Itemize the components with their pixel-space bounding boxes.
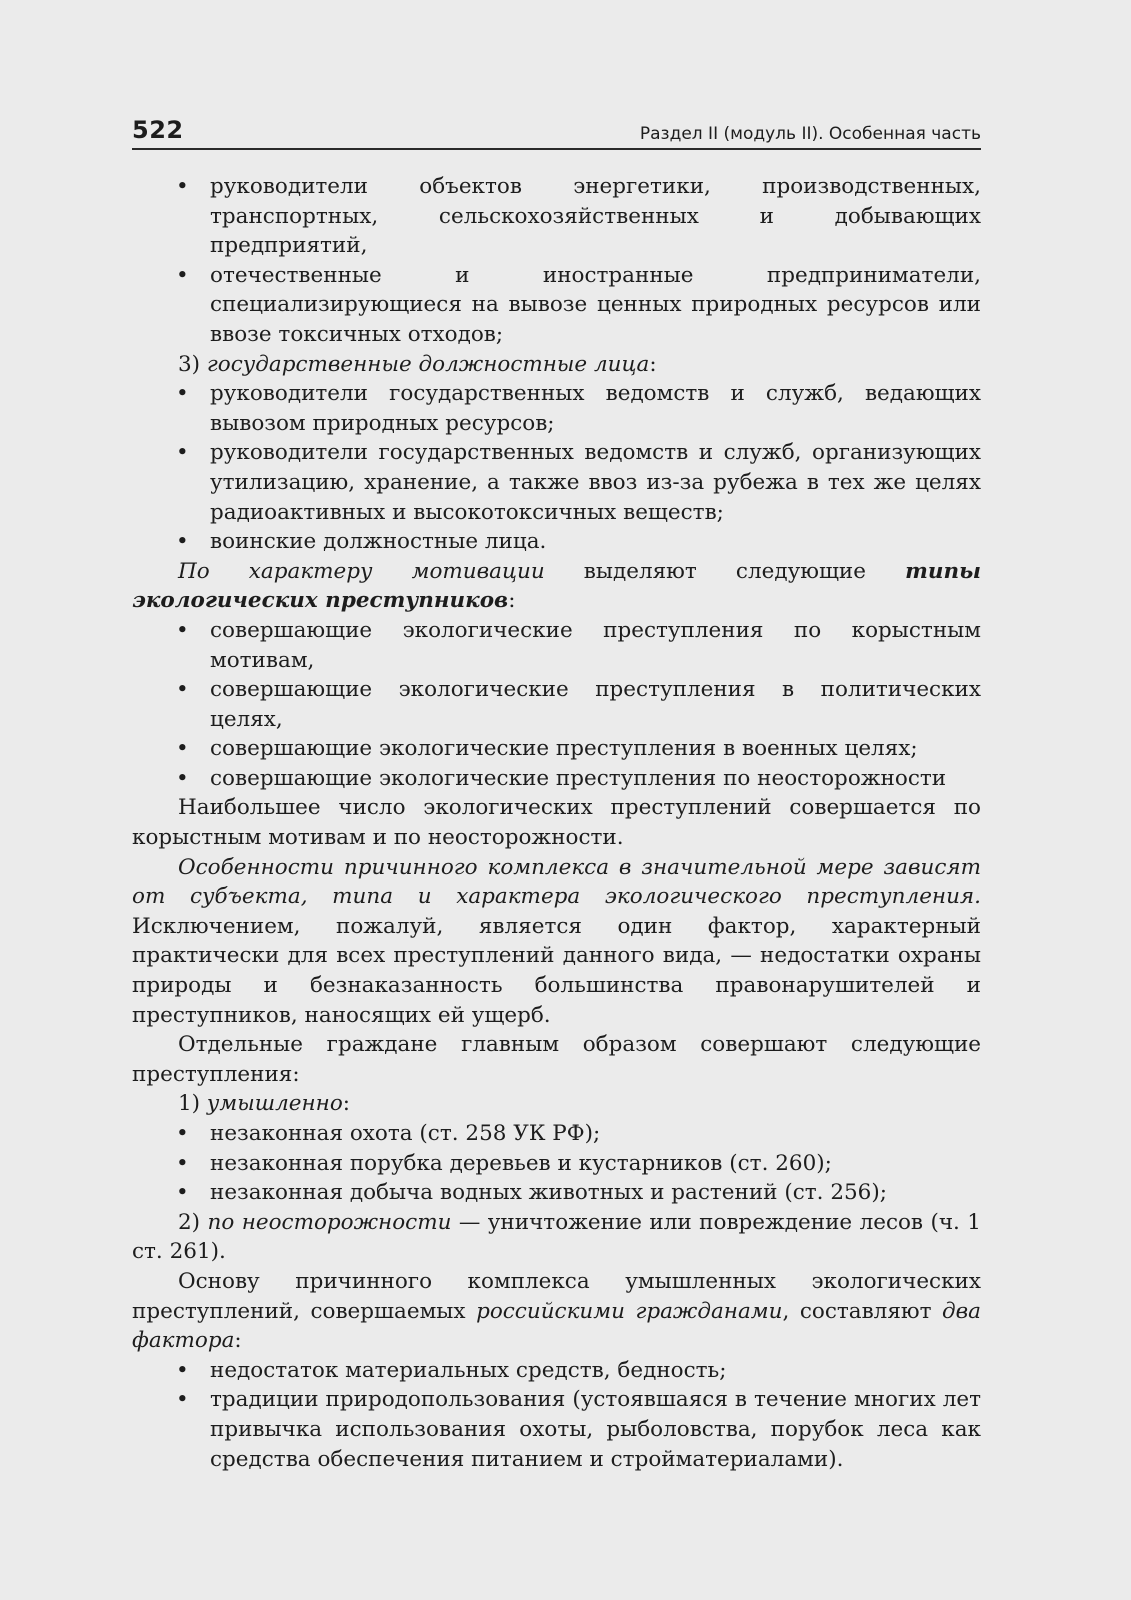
list-item: • руководители государственных ведомств и служб, ведающих вывозом природных ресурсов; <box>210 379 981 438</box>
list-item: • незаконная добыча водных животных и растений (ст. 256); <box>210 1178 981 1208</box>
list-item: • руководители государственных ведомств и служб, организующих утилизацию, хранение, а также ввоз из-за рубежа в тех же целях радиоактивных и высокотоксичных веществ; <box>210 438 981 527</box>
bullet-list <box>132 1119 981 1208</box>
bullet-list <box>132 172 981 350</box>
bullet-list <box>132 616 981 794</box>
item-label: по неосторожности <box>207 1209 452 1235</box>
list-item: • руководители объектов энергетики, производственных, транспортных, сельскохозяйственных и добывающих предприятий, <box>210 172 981 261</box>
list-item: • отечественные и иностранные предприниматели, специализирующиеся на вывозе ценных природных ресурсов или ввозе токсичных отходов; <box>210 261 981 350</box>
bullet-list <box>132 379 981 557</box>
paragraph <box>132 853 981 1031</box>
text-run: — уничтожение или повреждение лесов (ч. 1 ст. 261). <box>132 1209 981 1265</box>
list-item: • недостаток материальных средств, бедность; <box>210 1356 981 1386</box>
page-body <box>132 172 981 1474</box>
text-run: : <box>234 1328 242 1354</box>
text-run: выделяют следующие <box>544 558 906 584</box>
paragraph <box>132 1267 981 1356</box>
item-label: государственные должностные лица <box>206 351 650 377</box>
item-colon: : <box>649 351 657 377</box>
emphasis: По характеру мотивации <box>178 558 545 584</box>
emphasis: Особенности причинного комплекса в значительной мере зависят от субъекта, типа и характера экологического преступления. <box>132 854 981 910</box>
enumerated-item <box>132 1208 981 1267</box>
page-header <box>132 116 981 150</box>
item-number: 2) <box>178 1209 201 1235</box>
list-item: • совершающие экологические преступления по неосторожности <box>210 764 981 794</box>
emphasis: российскими гражданами <box>476 1298 783 1324</box>
page-number: 522 <box>132 116 184 144</box>
text-run: , составляют <box>782 1298 943 1324</box>
item-number: 1) <box>178 1091 201 1117</box>
emphasis: два фактора <box>132 1298 981 1354</box>
text-run: : <box>508 588 516 614</box>
enumerated-item <box>132 1089 981 1119</box>
bold-emphasis: типы экологических преступников <box>132 558 981 614</box>
list-item: • воинские должностные лица. <box>210 527 981 557</box>
text-run: Основу причинного комплекса умышленных экологических преступлений, совершаемых <box>132 1268 981 1324</box>
paragraph: Наибольшее число экологических преступлений совершается по корыстным мотивам и по неосторожности. <box>132 795 981 851</box>
list-item: • незаконная порубка деревьев и кустарников (ст. 260); <box>210 1149 981 1179</box>
list-item: • незаконная охота (ст. 258 УК РФ); <box>210 1119 981 1149</box>
list-item: • совершающие экологические преступления по корыстным мотивам, <box>210 616 981 675</box>
list-item: • совершающие экологические преступления в политических целях, <box>210 675 981 734</box>
list-item: • совершающие экологические преступления в военных целях; <box>210 734 981 764</box>
paragraph: Отдельные граждане главным образом совершают следующие преступления: <box>132 1032 981 1087</box>
item-colon: : <box>342 1091 351 1117</box>
paragraph <box>132 557 981 616</box>
running-head: Раздел II (модуль II). Особенная часть <box>639 124 981 144</box>
list-item: • традиции природопользования (устоявшаяся в течение многих лет привычка использования охоты, рыболовства, порубок леса как средства обеспечения питанием и стройматериалами). <box>210 1385 981 1474</box>
bullet-list <box>132 1356 981 1474</box>
enumerated-item <box>132 350 981 380</box>
text-run: Исключением, пожалуй, является один фактор, характерный практически для всех преступлений данного вида, — недостатки охраны природы и безнаказанность большинства правонарушителей и преступников, наносящих ей ущерб. <box>132 913 981 1028</box>
item-number: 3) <box>178 351 201 377</box>
item-label: умышленно <box>206 1091 343 1117</box>
